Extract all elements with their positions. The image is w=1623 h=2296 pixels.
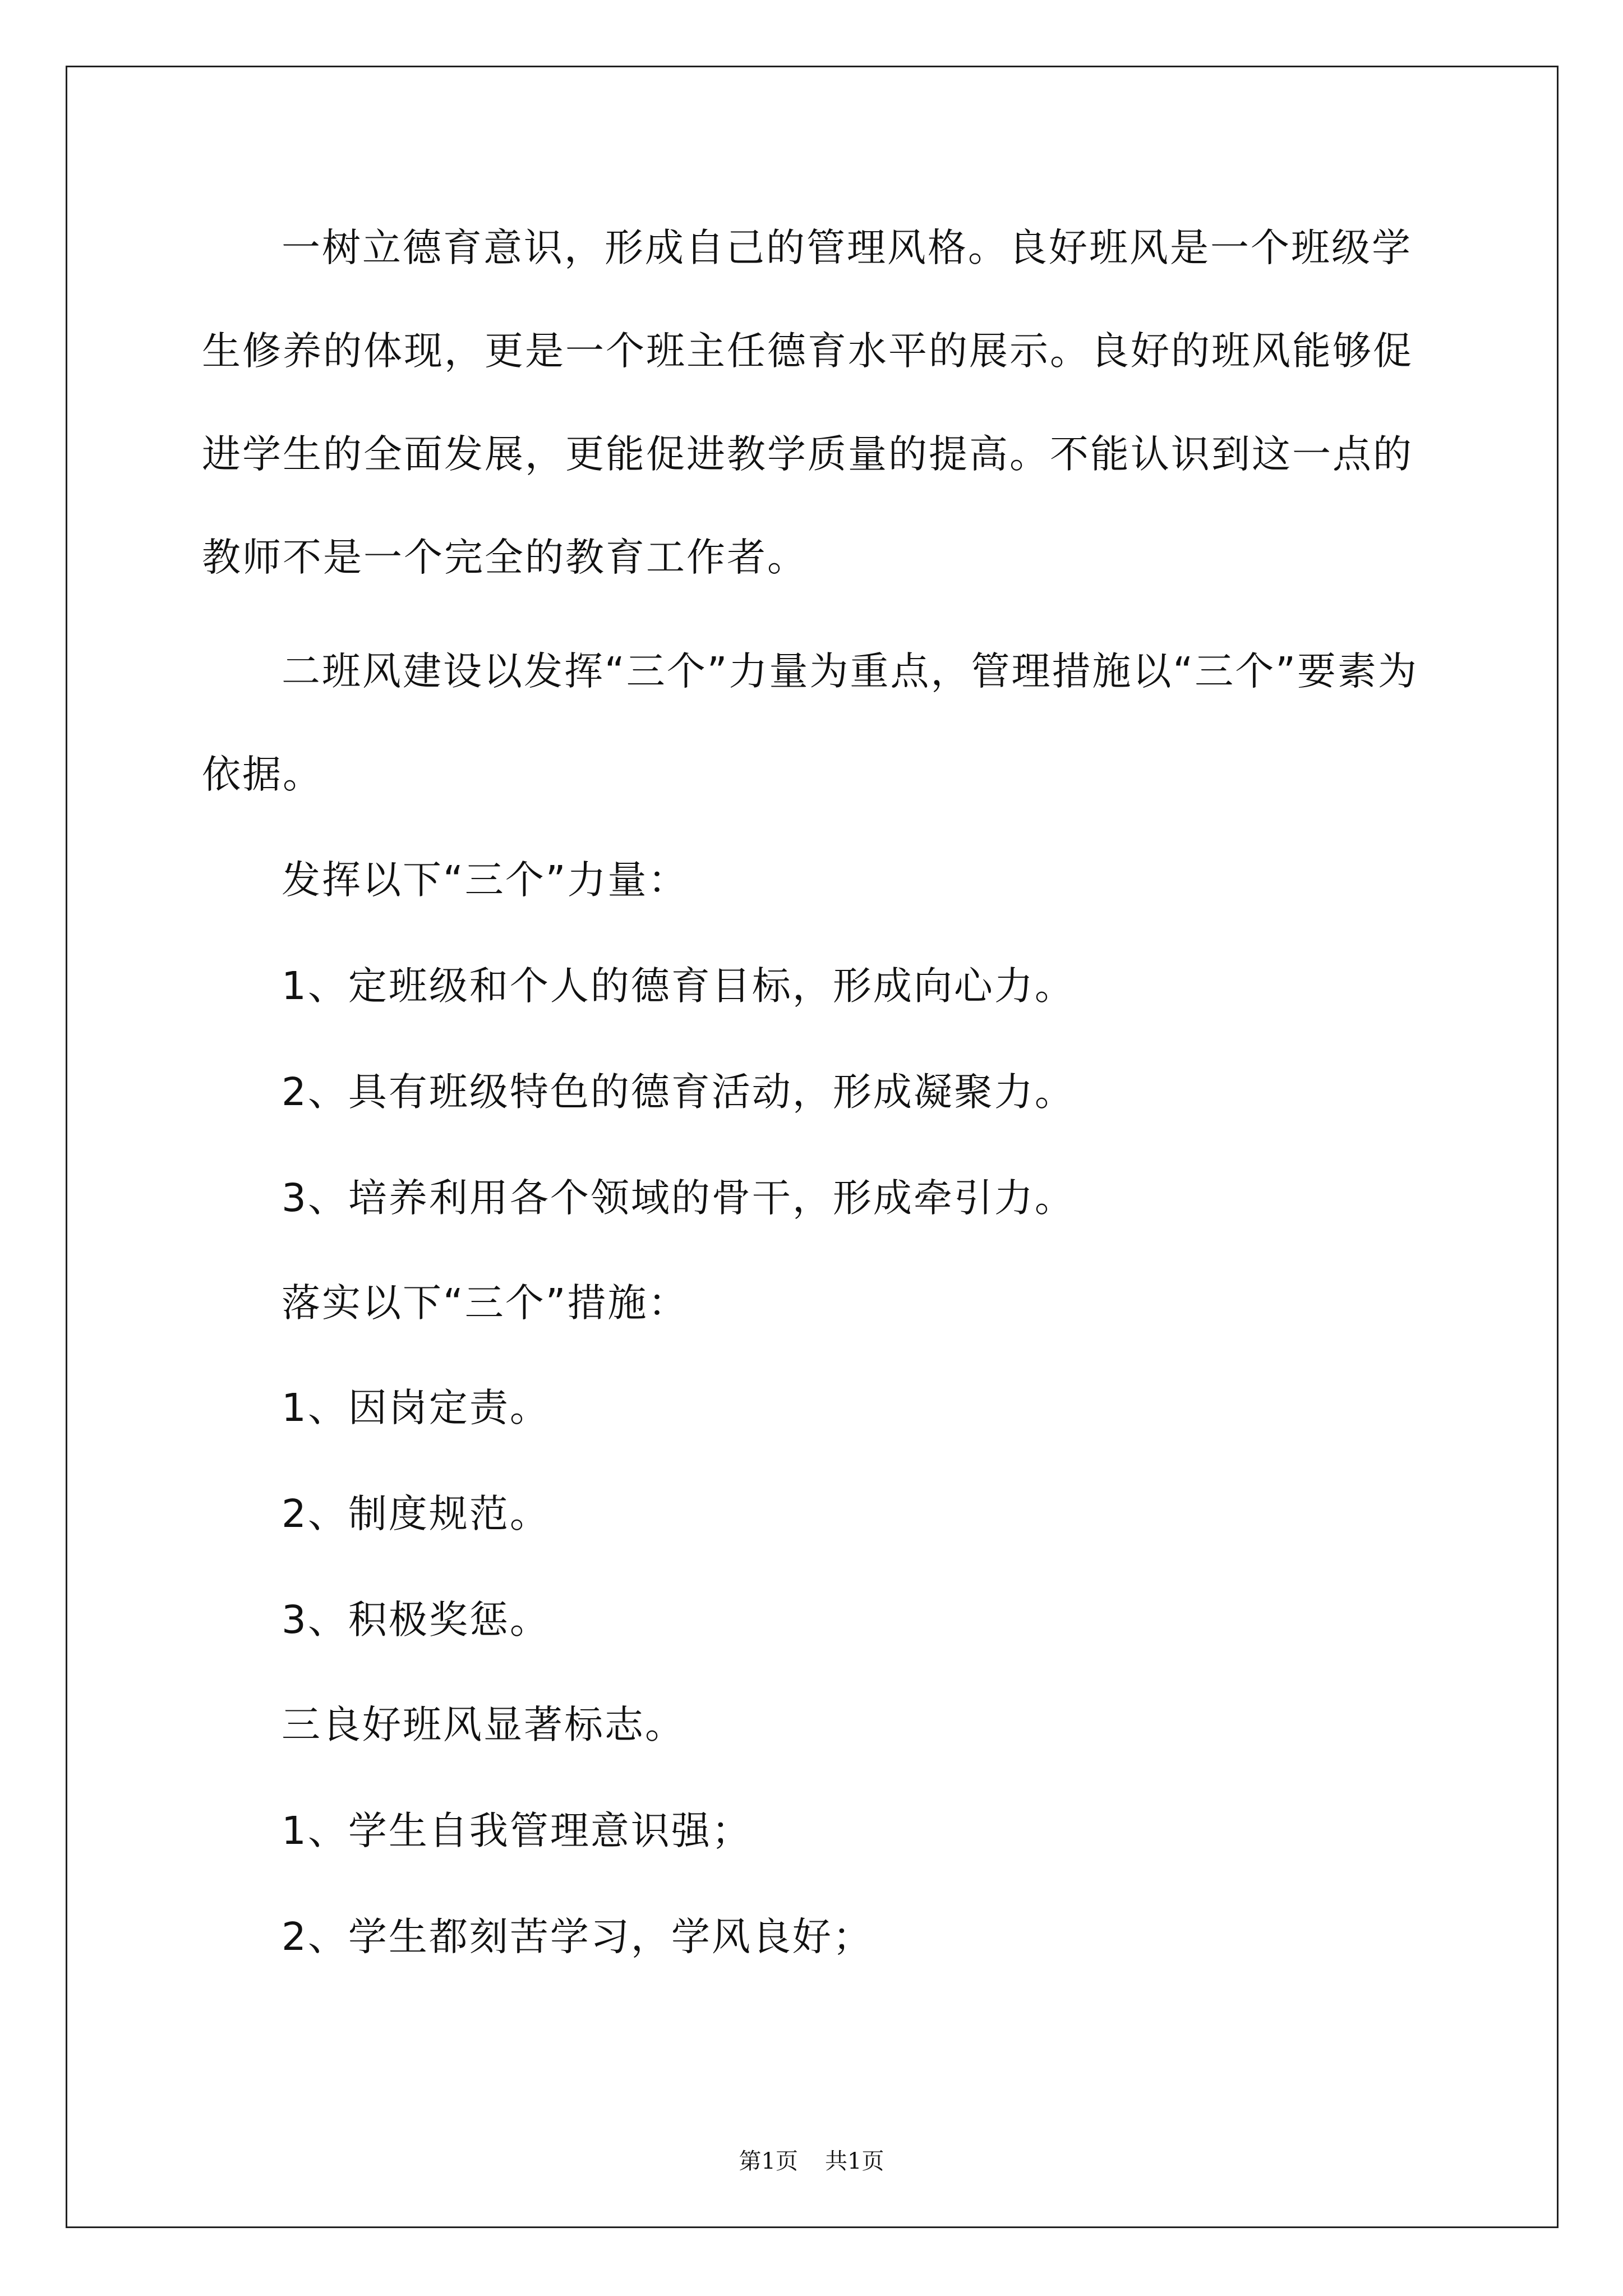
paragraph-12: 1、学生自我管理意识强； (282, 1809, 752, 1853)
paragraph-6: 3、培养利用各个领域的骨干，形成牵引力。 (282, 1176, 1075, 1221)
paragraph-8: 1、因岗定责。 (282, 1386, 550, 1430)
page-footer (0, 2147, 1623, 2175)
paragraph-11: 三良好班风显著标志。 (282, 1703, 685, 1747)
paragraph-10: 3、积极奖惩。 (282, 1598, 550, 1642)
paragraph-3: 发挥以下“三个”力量： (282, 858, 689, 903)
paragraph-13: 2、学生都刻苦学习，学风良好； (282, 1915, 873, 1959)
paragraph-1: 一树立德育意识，形成自己的管理风格。良好班风是一个班级学生修养的体现，更是一个班主任德育水平的展示。良好的班风能够促进学生的全面发展，更能促进教学质量的提高。不能认识到这一点的教师不是一个完全的教育工作者。 (202, 226, 1413, 580)
paragraph-7: 落实以下“三个”措施： (282, 1281, 689, 1326)
paragraph-2: 二班风建设以发挥“三个”力量为重点，管理措施以“三个”要素为依据。 (202, 649, 1418, 797)
paragraph-5: 2、具有班级特色的德育活动，形成凝聚力。 (282, 1070, 1075, 1115)
paragraph-4: 1、定班级和个人的德育目标，形成向心力。 (282, 964, 1075, 1009)
paragraph-9: 2、制度规范。 (282, 1492, 550, 1536)
page-number: 第1页 (739, 2148, 798, 2174)
page-total: 共1页 (825, 2148, 884, 2174)
